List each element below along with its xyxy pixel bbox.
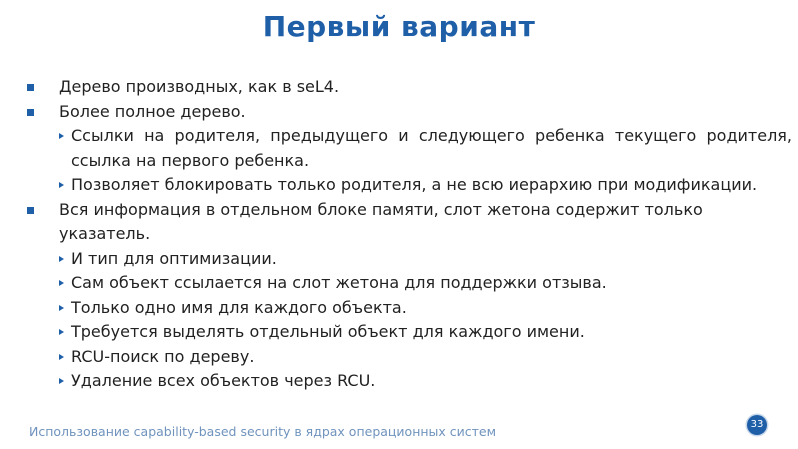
triangle-bullet-icon — [59, 256, 64, 262]
square-bullet-icon — [27, 84, 34, 91]
list-item-text: Удаление всех объектов через RCU. — [71, 371, 376, 390]
list-item — [22, 75, 792, 100]
triangle-bullet-icon — [59, 182, 64, 188]
list-item-text: Вся информация в отдельном блоке памяти, слот жетона содержит только указатель. — [59, 199, 703, 243]
page-number-badge: 33 — [747, 415, 767, 435]
square-bullet-icon — [27, 207, 34, 214]
sub-list-item — [22, 369, 792, 394]
triangle-bullet-icon — [59, 329, 64, 335]
list-item-text: RCU-поиск по дереву. — [71, 346, 255, 366]
footer-text: Использование capability-based security в ядрах операционных систем — [29, 424, 497, 439]
triangle-bullet-icon — [59, 280, 64, 286]
list-item-text: И тип для оптимизации. — [71, 248, 277, 268]
sub-list-item — [22, 247, 792, 272]
list-item-text: Более полное дерево. — [59, 101, 246, 121]
square-bullet-icon — [27, 109, 34, 116]
sub-list-item — [22, 320, 792, 345]
sub-list-item — [22, 345, 792, 370]
bullet-list — [22, 75, 792, 394]
triangle-bullet-icon — [59, 133, 64, 139]
list-item-text: Дерево производных, как в seL4. — [59, 77, 340, 96]
sub-list-item — [22, 296, 792, 321]
sub-list-item — [22, 173, 792, 198]
list-item — [22, 100, 792, 125]
list-item — [22, 198, 792, 247]
triangle-bullet-icon — [59, 305, 64, 311]
triangle-bullet-icon — [59, 378, 64, 384]
list-item-text: Сам объект ссылается на слот жетона для поддержки отзыва. — [71, 273, 607, 292]
sub-list-item — [22, 124, 792, 173]
sub-list-item — [22, 271, 792, 296]
list-item-text: Позволяет блокировать только родителя, а не всю иерархию при модификации. — [71, 175, 758, 194]
list-item-text: Требуется выделять отдельный объект для каждого имени. — [71, 322, 585, 341]
slide-title: Первый вариант — [262, 10, 536, 43]
triangle-bullet-icon — [59, 354, 64, 360]
list-item-text: Только одно имя для каждого объекта. — [71, 297, 407, 317]
list-item-text: Ссылки на родителя, предыдущего и следующего ребенка текущего родителя, ссылка на первого ребенка. — [71, 126, 792, 170]
